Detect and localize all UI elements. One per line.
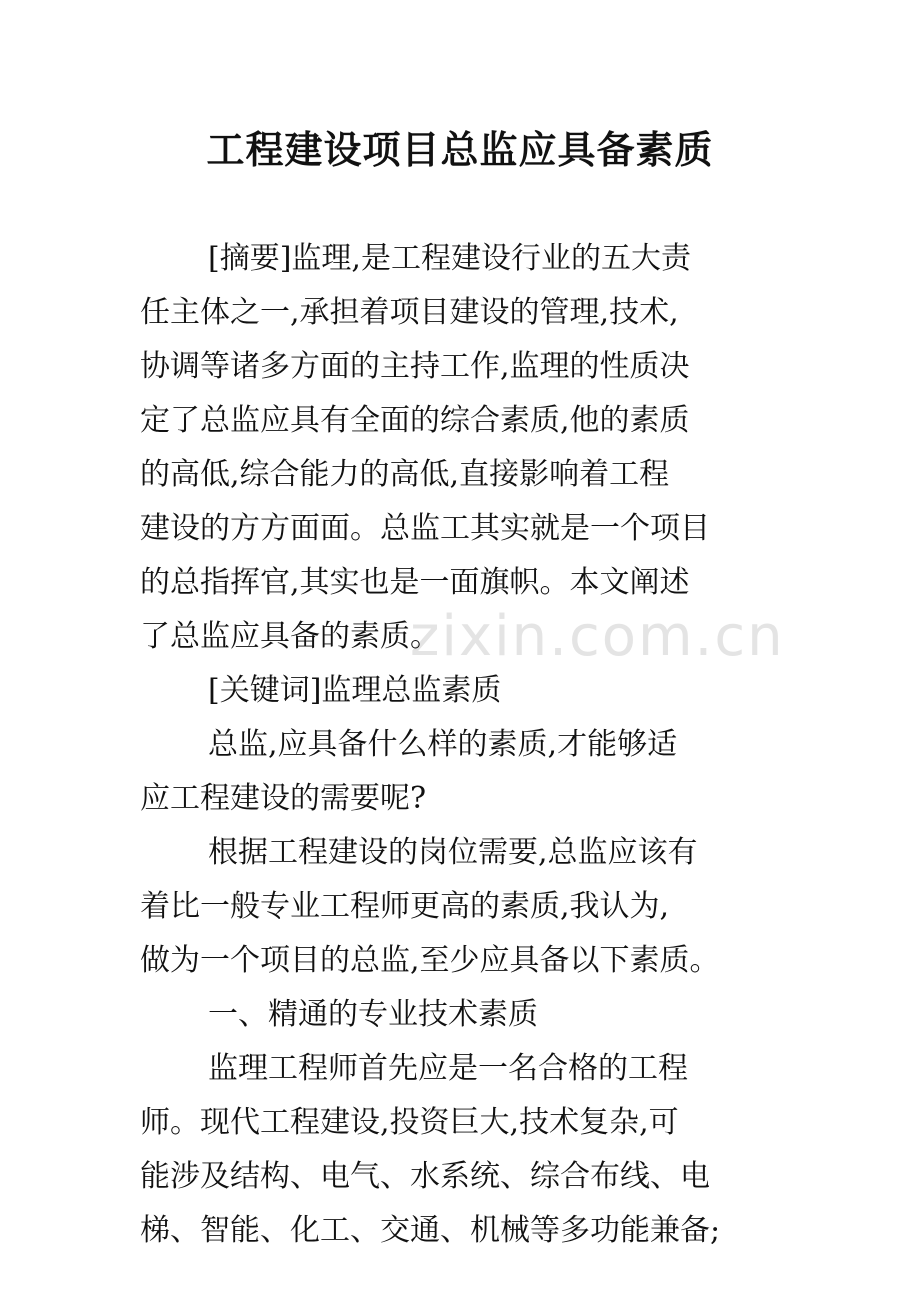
abstract-line: 的总指挥官,其实也是一面旗帜。本文阐述 [140, 565, 690, 600]
abstract-line: 协调等诸多方面的主持工作,监理的性质决 [140, 349, 690, 384]
paragraph-line: 能涉及结构、电气、水系统、综合布线、电 [140, 1159, 710, 1194]
abstract-line: 定了总监应具有全面的综合素质,他的素质 [140, 403, 690, 438]
paragraph-line: 梯、智能、化工、交通、机械等多功能兼备; [140, 1213, 721, 1248]
document-body [140, 232, 790, 1258]
abstract-line: [摘要]监理,是工程建设行业的五大责 [208, 241, 691, 276]
section-heading: 一、精通的专业技术素质 [208, 997, 538, 1032]
abstract-line: 任主体之一,承担着项目建设的管理,技术, [140, 295, 679, 330]
paragraph-line: 应工程建设的需要呢? [140, 781, 427, 816]
paragraph-line: 根据工程建设的岗位需要,总监应该有 [208, 835, 698, 870]
abstract-line: 了总监应具备的素质。 [140, 619, 440, 654]
paragraph-line: 师。现代工程建设,投资巨大,技术复杂,可 [140, 1105, 679, 1140]
paragraph-line: 做为一个项目的总监,至少应具备以下素质。 [140, 943, 720, 978]
paragraph-line: 监理工程师首先应是一名合格的工程 [208, 1051, 688, 1086]
document-title: 工程建设项目总监应具备素质 [206, 127, 714, 172]
abstract-line: 的高低,综合能力的高低,直接影响着工程 [140, 457, 670, 492]
paragraph-line: 总监,应具备什么样的素质,才能够适 [208, 727, 678, 762]
abstract-line: 建设的方方面面。总监工其实就是一个项目 [140, 511, 710, 546]
keywords-line: [关键词]监理总监素质 [208, 673, 502, 708]
watermark: zixin.com.cn [410, 604, 785, 669]
paragraph-line: 着比一般专业工程师更高的素质,我认为, [140, 889, 670, 924]
